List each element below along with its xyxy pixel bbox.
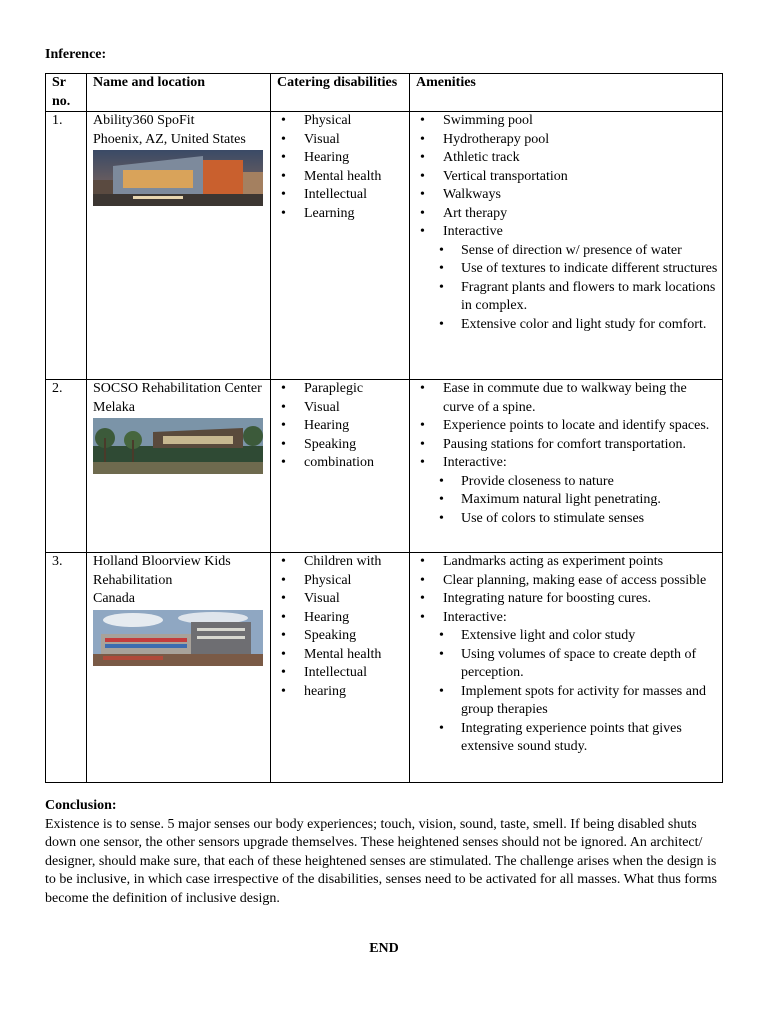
- interactive-sublist: [416, 242, 718, 335]
- list-item: • Swimming pool: [416, 112, 718, 131]
- list-item: • Hearing: [277, 609, 405, 628]
- sr-number: 1.: [46, 112, 87, 380]
- table-row: [46, 553, 723, 783]
- list-item: • Use of textures to indicate different structures: [416, 260, 718, 279]
- list-item: • Landmarks acting as experiment points: [416, 553, 718, 572]
- amenities-list: [416, 380, 718, 473]
- sr-number: 3.: [46, 553, 87, 783]
- disabilities-list: [277, 380, 405, 473]
- disabilities-list: [277, 112, 405, 223]
- ability360-building-photo: [93, 150, 263, 206]
- list-item: • Use of colors to stimulate senses: [416, 510, 718, 529]
- disabilities-cell: [271, 553, 410, 783]
- socso-building-photo: [93, 418, 263, 474]
- list-item: • Physical: [277, 572, 405, 591]
- disabilities-cell: [271, 112, 410, 380]
- list-item: • Physical: [277, 112, 405, 131]
- list-item: • Ease in commute due to walkway being the curve of a spine.: [416, 380, 718, 417]
- list-item: • Using volumes of space to create depth of perception.: [416, 646, 718, 683]
- conclusion-heading: Conclusion:: [45, 798, 117, 813]
- list-item: • Pausing stations for comfort transportation.: [416, 436, 718, 455]
- list-item: • Fragrant plants and flowers to mark locations in complex.: [416, 279, 718, 316]
- interactive-sublist: [416, 627, 718, 757]
- interactive-sublist: [416, 473, 718, 529]
- list-item: • Intellectual: [277, 186, 405, 205]
- list-item: • Interactive: [416, 223, 718, 242]
- end-marker: END: [369, 941, 399, 956]
- list-item: • Vertical transportation: [416, 168, 718, 187]
- list-item: • Implement spots for activity for masses and group therapies: [416, 683, 718, 720]
- table-row: [46, 112, 723, 380]
- header-name-location: Name and location: [87, 74, 271, 112]
- list-item: • Hydrotherapy pool: [416, 131, 718, 150]
- list-item: • Speaking: [277, 436, 405, 455]
- list-item: • Hearing: [277, 149, 405, 168]
- disabilities-cell: [271, 380, 410, 553]
- header-catering-disabilities: Catering disabilities: [271, 74, 410, 112]
- holland-bloorview-building-photo: [93, 610, 263, 666]
- list-item: • Athletic track: [416, 149, 718, 168]
- amenities-cell: [410, 112, 723, 380]
- list-item: • Experience points to locate and identify spaces.: [416, 417, 718, 436]
- list-item: • Interactive:: [416, 454, 718, 473]
- list-item: • combination: [277, 454, 405, 473]
- list-item: • Children with: [277, 553, 405, 572]
- facility-location: Melaka: [93, 399, 135, 415]
- amenities-cell: [410, 380, 723, 553]
- facility-location: Phoenix, AZ, United States: [93, 131, 246, 147]
- list-item: • Hearing: [277, 417, 405, 436]
- inference-heading: Inference:: [45, 47, 107, 62]
- name-location-cell: [87, 380, 271, 553]
- list-item: • Extensive color and light study for comfort.: [416, 316, 718, 335]
- facility-name: Ability360 SpoFit: [93, 113, 195, 128]
- name-location-cell: [87, 553, 271, 783]
- list-item: • Maximum natural light penetrating.: [416, 491, 718, 510]
- inference-table: [45, 73, 723, 783]
- list-item: • Extensive light and color study: [416, 627, 718, 646]
- disabilities-list: [277, 553, 405, 701]
- list-item: • Visual: [277, 131, 405, 150]
- name-location-cell: [87, 112, 271, 380]
- list-item: • Art therapy: [416, 205, 718, 224]
- list-item: • hearing: [277, 683, 405, 702]
- header-amenities: Amenities: [410, 74, 723, 112]
- amenities-list: [416, 112, 718, 242]
- facility-name: SOCSO Rehabilitation Center: [93, 381, 262, 396]
- list-item: • Integrating experience points that gives extensive sound study.: [416, 720, 718, 757]
- list-item: • Interactive:: [416, 609, 718, 628]
- list-item: • Mental health: [277, 168, 405, 187]
- amenities-list: [416, 553, 718, 627]
- list-item: • Visual: [277, 399, 405, 418]
- list-item: • Clear planning, making ease of access possible: [416, 572, 718, 591]
- sr-number: 2.: [46, 380, 87, 553]
- table-row: [46, 380, 723, 553]
- list-item: • Integrating nature for boosting cures.: [416, 590, 718, 609]
- list-item: • Learning: [277, 205, 405, 224]
- amenities-cell: [410, 553, 723, 783]
- list-item: • Provide closeness to nature: [416, 473, 718, 492]
- list-item: • Visual: [277, 590, 405, 609]
- list-item: • Sense of direction w/ presence of water: [416, 242, 718, 261]
- list-item: • Paraplegic: [277, 380, 405, 399]
- facility-name: Holland Bloorview Kids Rehabilitation: [93, 554, 231, 588]
- list-item: • Mental health: [277, 646, 405, 665]
- list-item: • Speaking: [277, 627, 405, 646]
- conclusion-text: Existence is to sense. 5 major senses our body experiences; touch, vision, sound, taste, smell. If being disabled shuts down one sensor, the other sensors upgrade themselves. These heightened senses should not be ignored. An architect/ designer, should make sure, that each of these heightened senses are stimulated. The challenge arises when the design is to be inclusive, in which case irrespective of the disabilities, senses need to be activated for all masses. What thus forms become the definition of inclusive design.: [45, 816, 717, 906]
- list-item: • Intellectual: [277, 664, 405, 683]
- conclusion-section: [45, 797, 725, 908]
- header-sr-no: Sr no.: [46, 74, 87, 112]
- table-header-row: [46, 74, 723, 112]
- list-item: • Walkways: [416, 186, 718, 205]
- facility-location: Canada: [93, 591, 135, 606]
